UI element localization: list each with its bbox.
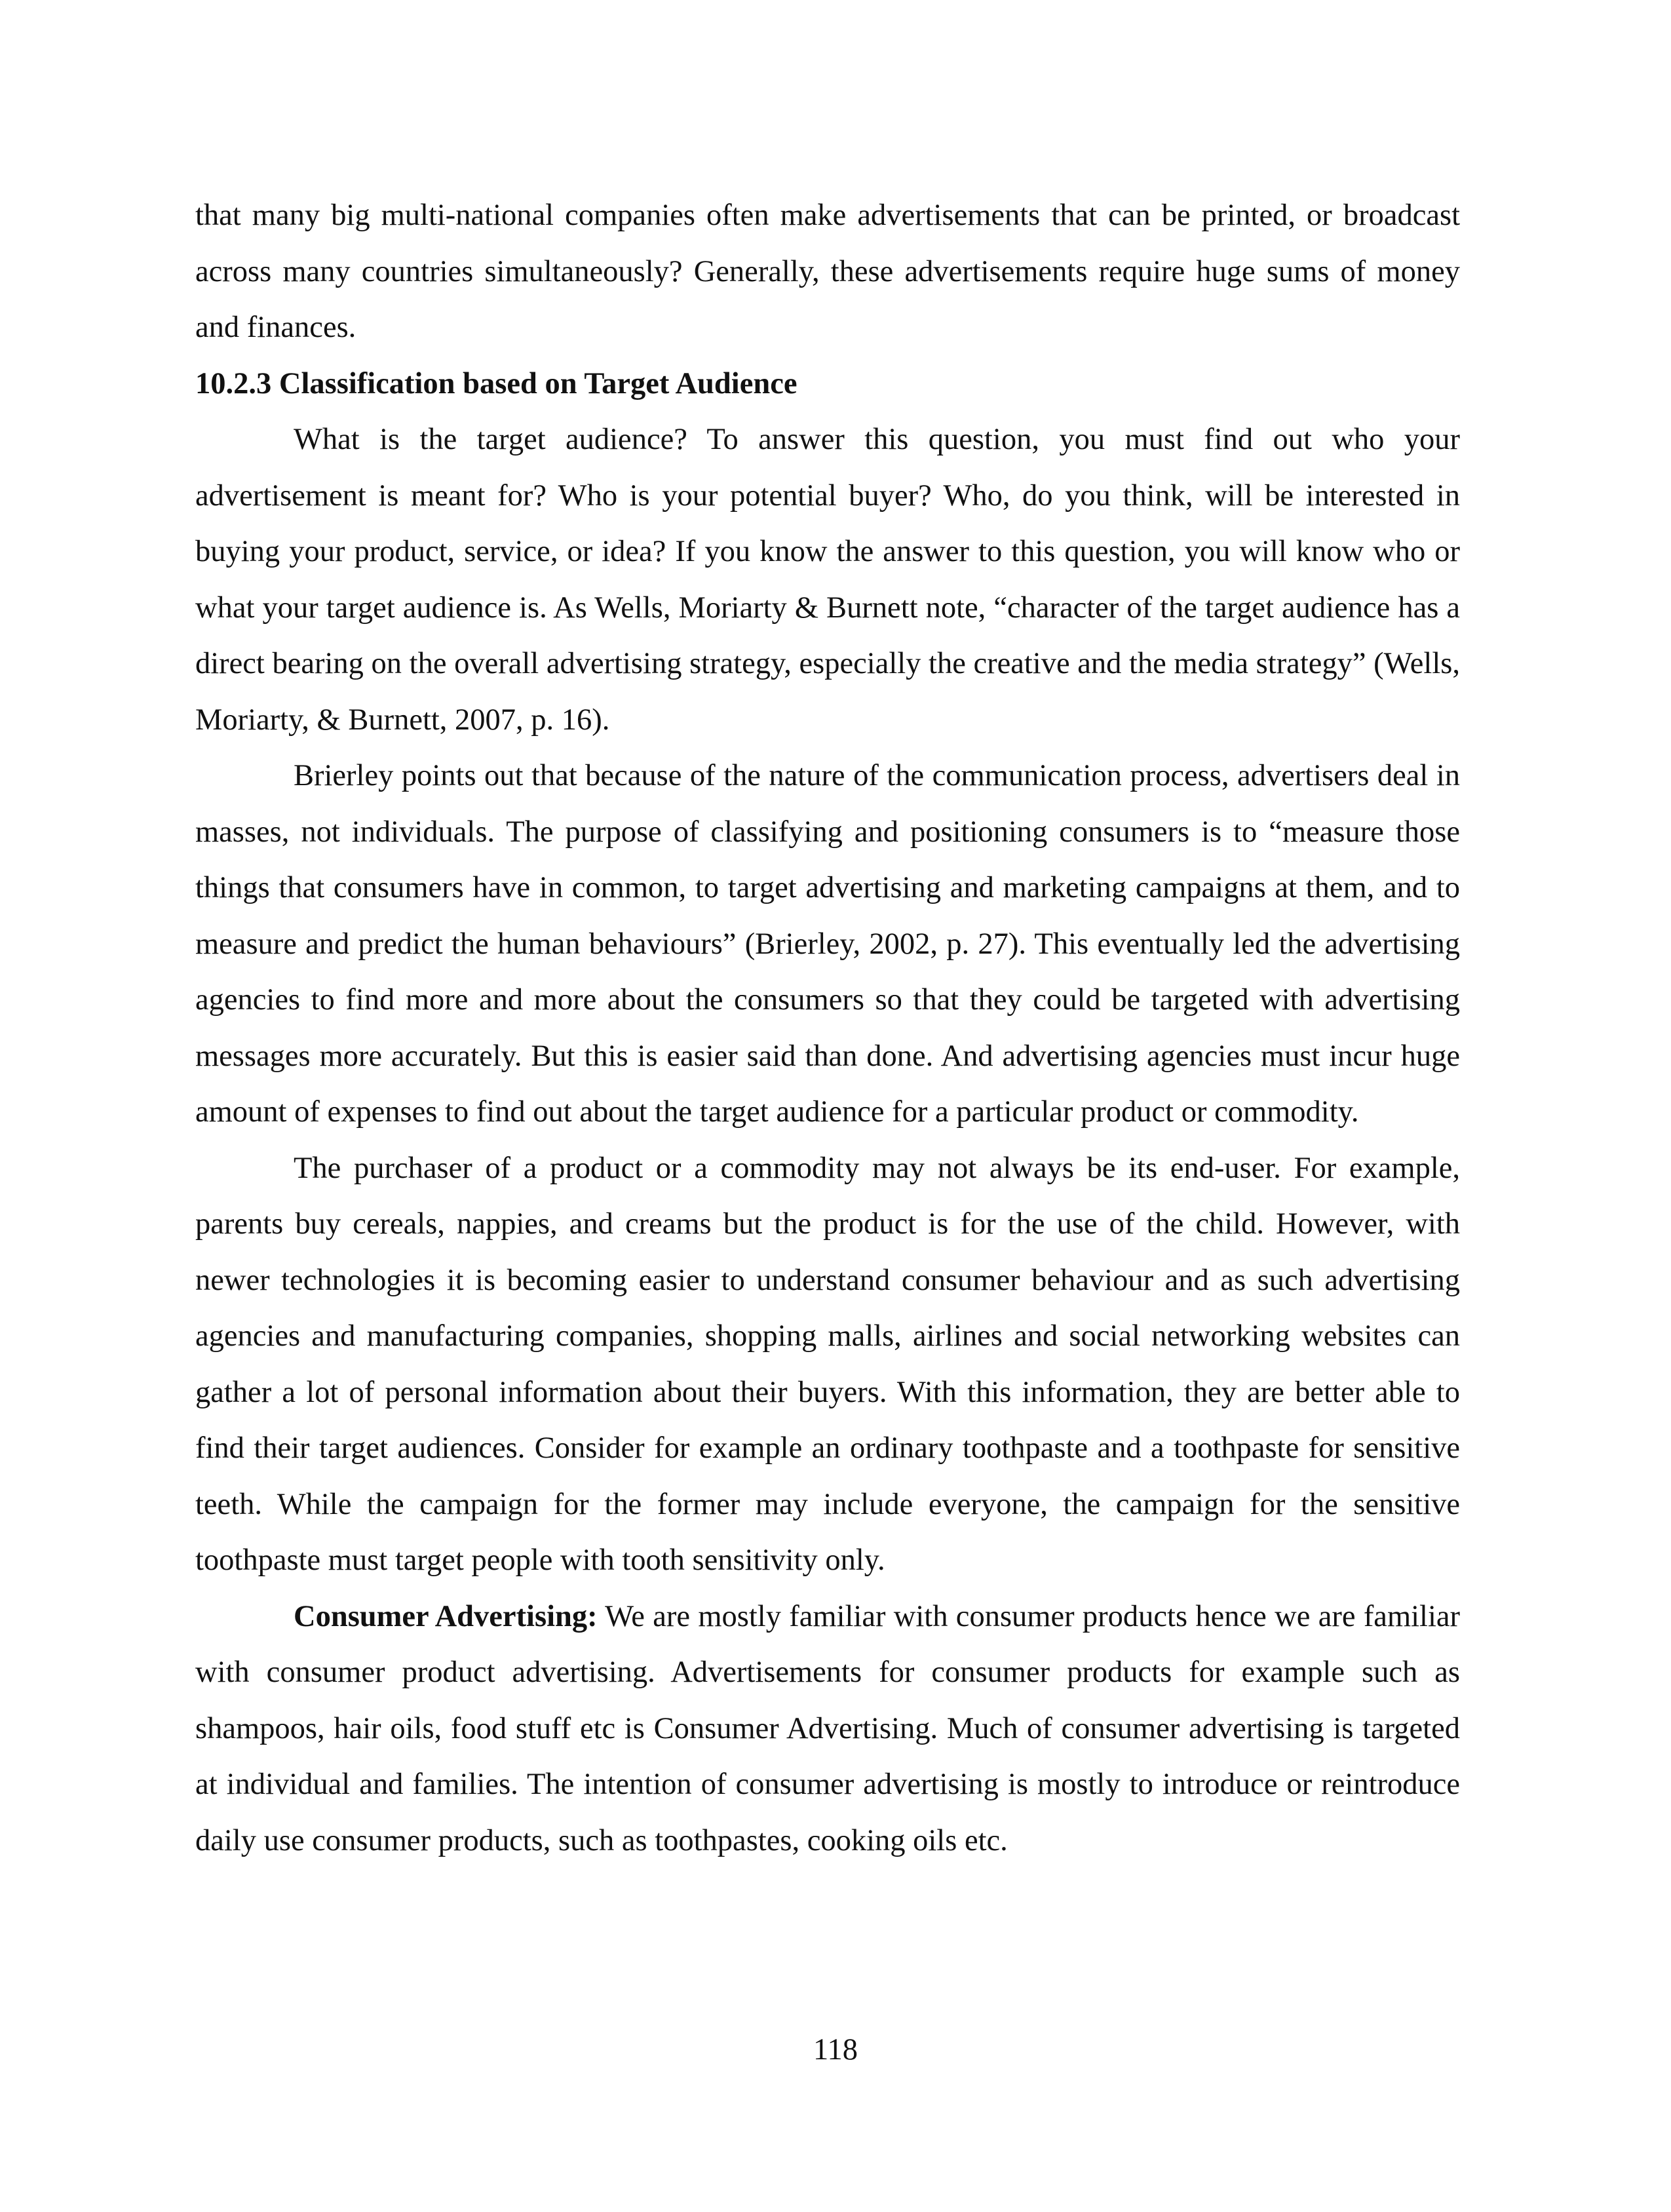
paragraph-continuation: that many big multi-national companies often make advertisements that can be printed, or broadcast across many countries simultaneously? Generally, these advertisements require huge sums of money and finances. bbox=[195, 199, 1460, 344]
paragraph-purchaser: The purchaser of a product or a commodity may not always be its end-user. For example, parents buy cereals, nappies, and creams but the product is for the use of the child. However, with newer technologies it is becoming easier to understand consumer behaviour and as such advertising agencies and manufacturing companies, shopping malls, airlines and social networking websites can gather a lot of personal information about their buyers. With this information, they are better able to find their target audiences. Consider for example an ordinary toothpaste and a toothpaste for sensitive teeth. While the campaign for the former may include everyone, the campaign for the sensitive toothpaste must target people with tooth sensitivity only. bbox=[195, 1151, 1460, 1577]
paragraph-consumer-advertising bbox=[195, 1589, 1460, 1869]
section-heading: 10.2.3 Classification based on Target Audience bbox=[195, 366, 797, 400]
paragraph-target-audience: What is the target audience? To answer this question, you must find out who your advertisement is meant for? Who is your potential buyer? Who, do you think, will be interested in buying your product, service, or idea? If you know the answer to this question, you will know who or what your target audience is. As Wells, Moriarty & Burnett note, “character of the target audience has a direct bearing on the overall advertising strategy, especially the creative and the media strategy” (Wells, Moriarty, & Burnett, 2007, p. 16). bbox=[195, 423, 1460, 737]
document-page bbox=[195, 187, 1460, 1869]
page-number: 118 bbox=[813, 2033, 858, 2066]
consumer-advertising-body: We are mostly familiar with consumer products hence we are familiar with consumer product advertising. Advertisements for consumer products for example such as shampoos, hair oils, food stuff etc is Consumer Advertising. Much of consumer advertising is targeted at individual and families. The intention of consumer advertising is mostly to introduce or reintroduce daily use consumer products, such as toothpastes, cooking oils etc. bbox=[195, 1599, 1460, 1857]
consumer-advertising-term: Consumer Advertising: bbox=[294, 1599, 598, 1633]
paragraph-brierley: Brierley points out that because of the nature of the communication process, advertisers deal in masses, not individuals. The purpose of classifying and positioning consumers is to “measure those things that consumers have in common, to target advertising and marketing campaigns at them, and to measure and predict the human behaviours” (Brierley, 2002, p. 27). This eventually led the advertising agencies to find more and more about the consumers so that they could be targeted with advertising messages more accurately. But this is easier said than done. And advertising agencies must incur huge amount of expenses to find out about the target audience for a particular product or commodity. bbox=[195, 759, 1460, 1129]
